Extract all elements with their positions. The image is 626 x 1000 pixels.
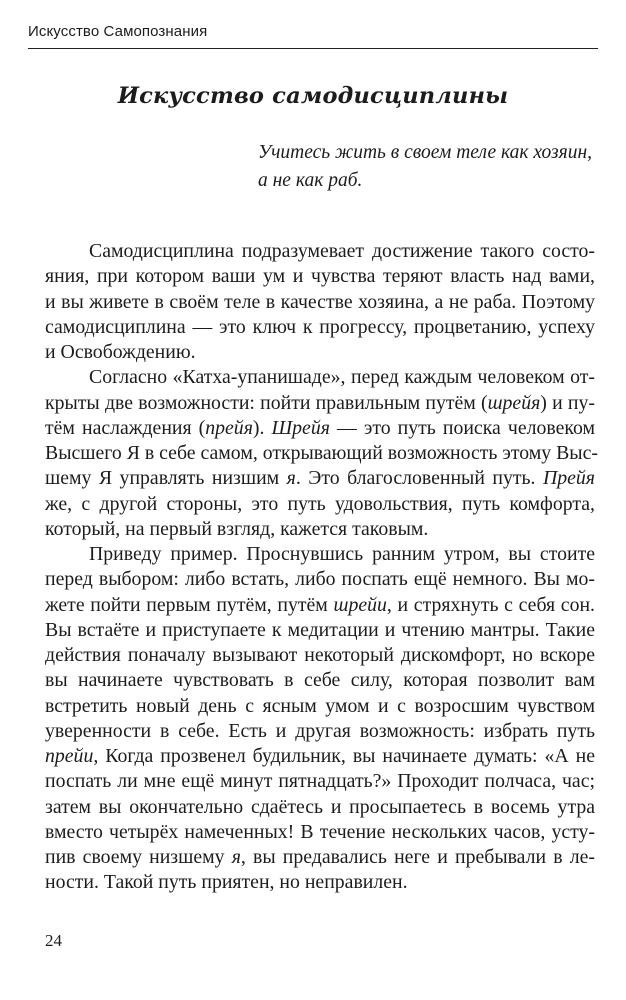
text-run: крыты две возможности: пойти правильным путём (: [45, 391, 488, 414]
text-run: — это путь поиска человеком: [329, 416, 596, 439]
header-rule: [28, 48, 598, 49]
epigraph-line: Учитесь жить в своем теле как хозяин,: [258, 142, 593, 163]
text-line: [45, 719, 595, 744]
epigraph: [258, 139, 592, 195]
text-run: . Это благословенный путь.: [295, 467, 543, 490]
page-number: 24: [45, 931, 62, 950]
text-line: [45, 795, 595, 820]
text-run: самодисциплина — это ключ к прогрессу, процветанию, успеху: [45, 315, 595, 338]
italic-term: прейи: [45, 745, 94, 767]
text-run: же, с другой стороны, это путь удовольствия, путь комфорта,: [45, 492, 595, 515]
text-line: [45, 593, 595, 618]
text-run: Согласно «Катха-упанишаде», перед каждым человеком от-: [89, 366, 595, 389]
text-line: [45, 466, 595, 491]
text-run: , и стряхнуть с себя сон.: [386, 593, 595, 616]
text-run: пив своему низшему: [45, 846, 232, 868]
text-run: ).: [252, 416, 272, 439]
text-line: [45, 567, 595, 592]
text-run: затем вы окончательно сдаётесь и просыпаетесь в восемь утра: [45, 795, 595, 818]
text-run: вы начинаете чувствовать в себе силу, которая позволит вам: [45, 669, 595, 692]
text-line: [45, 290, 595, 315]
text-run: ности. Такой путь приятен, но неправилен.: [45, 871, 408, 894]
running-head: Искусство Самопознания: [28, 23, 208, 40]
text-run: тём наслаждения (: [45, 416, 206, 439]
text-run: яния, при котором ваши ум и чувства теряют власть над вами,: [45, 265, 595, 288]
text-line: [45, 315, 595, 340]
text-run: встретить новый день с ясным умом и с возросшим чувством: [45, 694, 595, 717]
text-run: вместо четырёх намеченных! В течение нескольких часов, усту-: [45, 820, 595, 843]
text-run: который, на первый взгляд, кажется таковым.: [45, 517, 429, 540]
text-line: [45, 340, 595, 365]
text-line: [45, 845, 595, 870]
text-run: ) и пу-: [540, 391, 595, 414]
italic-term: прейя: [205, 416, 253, 439]
italic-term: шрейи: [333, 593, 387, 616]
text-run: , вы предавались неге и пребывали в ле-: [240, 846, 595, 868]
italic-term: шрейя: [487, 391, 541, 414]
text-line: [45, 517, 595, 542]
text-line: [45, 416, 595, 441]
text-line: [45, 542, 595, 567]
text-line: [45, 744, 595, 769]
epigraph-line: а не как раб.: [258, 170, 363, 191]
text-line: [45, 668, 595, 693]
text-line: [45, 492, 595, 517]
text-run: Вы встаёте и приступаете к медитации и чтению мантры. Такие: [45, 618, 595, 641]
body-text: [45, 239, 598, 896]
text-line: [45, 643, 595, 668]
text-line: [45, 391, 595, 416]
text-run: и Освобождению.: [45, 341, 196, 363]
text-line: [45, 441, 598, 466]
italic-term: я: [286, 467, 296, 490]
text-line: [45, 264, 595, 289]
text-line: [45, 820, 595, 845]
text-run: Высшего Я в себе самом, открывающий возможность этому Выс-: [45, 442, 598, 464]
text-run: перед выбором: либо встать, либо поспать ещё немного. Вы мо-: [45, 568, 595, 591]
text-run: Самодисциплина подразумевает достижение такого состо-: [89, 240, 595, 262]
text-line: [45, 618, 595, 643]
text-run: жете пойти первым путём, путём: [45, 593, 334, 616]
text-run: Приведу пример. Проснувшись ранним утром, вы стоите: [89, 543, 595, 565]
text-line: [45, 870, 595, 895]
chapter-title: Искусство самодисциплины: [117, 83, 509, 109]
text-run: , Когда прозвенел будильник, вы начинаете думать: «А не: [93, 745, 595, 767]
text-run: шему Я управлять низшим: [45, 467, 287, 490]
text-line: [45, 769, 595, 794]
text-run: уверенности в себе. Есть и другая возможность: избрать путь: [45, 719, 595, 742]
text-line: [45, 365, 595, 390]
text-line: [45, 239, 595, 264]
italic-term: Шрейя: [271, 416, 330, 439]
text-line: [45, 694, 595, 719]
italic-term: я: [231, 846, 241, 868]
text-run: действия поначалу вызывают некоторый дискомфорт, но вскоре: [45, 644, 595, 666]
text-run: и вы живете в своём теле в качестве хозяина, а не раба. Поэтому: [45, 290, 595, 313]
italic-term: Прейя: [542, 467, 595, 490]
text-run: поспать ли мне ещё минут пятнадцать?» Проходит полчаса, час;: [45, 770, 595, 793]
